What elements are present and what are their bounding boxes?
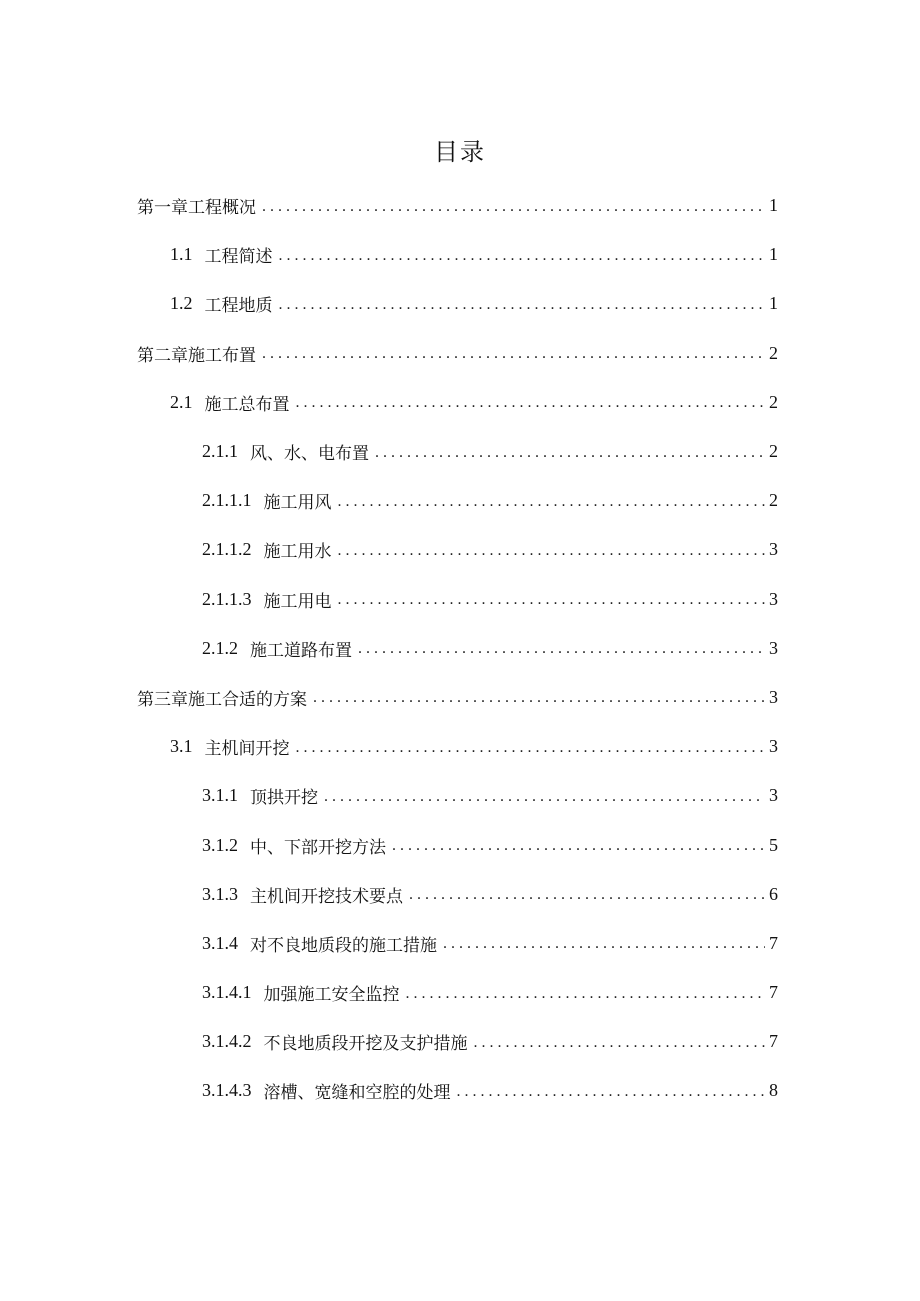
toc-entry[interactable] bbox=[0, 427, 920, 476]
toc-entry[interactable] bbox=[0, 820, 920, 869]
toc-entry-page: 2 bbox=[769, 441, 778, 462]
toc-entry-number: 2.1.1 bbox=[202, 441, 238, 462]
dot-leader bbox=[262, 345, 765, 363]
dot-leader bbox=[338, 542, 766, 560]
toc-entry[interactable] bbox=[0, 476, 920, 525]
toc-entry-number: 3.1.1 bbox=[202, 785, 238, 806]
toc-entry[interactable] bbox=[0, 525, 920, 574]
dot-leader bbox=[457, 1083, 766, 1101]
toc-entry[interactable] bbox=[0, 279, 920, 328]
dot-leader bbox=[443, 935, 765, 953]
toc-entry-label: 不良地质段开挖及支护措施 bbox=[263, 1034, 468, 1055]
toc-entry[interactable] bbox=[0, 378, 920, 427]
toc-entry-number: 3.1.2 bbox=[202, 834, 238, 855]
toc-entry-page: 3 bbox=[769, 588, 778, 609]
toc-entry-label: 施工道路布置 bbox=[250, 640, 352, 661]
toc-entry-label: 风、水、电布置 bbox=[250, 444, 369, 465]
toc-entry-page: 3 bbox=[769, 785, 778, 806]
toc-entry-number: 3.1.3 bbox=[202, 883, 238, 904]
toc-entry-number: 2.1.1.3 bbox=[202, 588, 252, 609]
toc-entry-page: 7 bbox=[769, 982, 778, 1003]
toc-entry[interactable] bbox=[0, 575, 920, 624]
toc-entry-page: 6 bbox=[769, 883, 778, 904]
toc-entry[interactable] bbox=[0, 771, 920, 820]
toc-entry[interactable] bbox=[0, 1017, 920, 1066]
toc-title: 目录 bbox=[434, 138, 486, 166]
toc-entry[interactable] bbox=[0, 1066, 920, 1115]
toc-entry-label: 工程简述 bbox=[204, 247, 273, 268]
toc-entry-label: 施工用风 bbox=[263, 493, 332, 514]
toc-entry-page: 1 bbox=[769, 293, 778, 314]
toc-entry[interactable] bbox=[0, 722, 920, 771]
toc-entry-page: 3 bbox=[769, 539, 778, 560]
dot-leader bbox=[279, 247, 766, 265]
toc-entry-number: 3.1.4.3 bbox=[202, 1080, 252, 1101]
toc-entry-page: 1 bbox=[769, 195, 778, 216]
toc-entry-label: 施工用水 bbox=[263, 542, 332, 563]
toc-entry-label: 第三章施工合适的方案 bbox=[137, 689, 307, 710]
toc-entry-label: 工程地质 bbox=[204, 296, 273, 317]
dot-leader bbox=[296, 739, 766, 757]
toc-entry[interactable] bbox=[0, 870, 920, 919]
toc-entry-number: 2.1 bbox=[170, 391, 193, 412]
dot-leader bbox=[313, 689, 765, 707]
toc-entry-label: 施工总布置 bbox=[204, 394, 290, 415]
dot-leader bbox=[474, 1034, 766, 1052]
toc-entry-page: 2 bbox=[769, 391, 778, 412]
toc-entry-number: 3.1.4.2 bbox=[202, 1031, 252, 1052]
toc-entry-label: 中、下部开挖方法 bbox=[250, 837, 386, 858]
toc-entry[interactable] bbox=[0, 230, 920, 279]
toc-entry[interactable] bbox=[0, 968, 920, 1017]
toc-entry-number: 2.1.1.1 bbox=[202, 490, 252, 511]
toc-entry-number: 2.1.2 bbox=[202, 637, 238, 658]
toc-entry-label: 主机间开挖技术要点 bbox=[250, 886, 403, 907]
dot-leader bbox=[279, 296, 766, 314]
toc-entry-page: 1 bbox=[769, 244, 778, 265]
dot-leader bbox=[296, 394, 766, 412]
toc-entry-page: 3 bbox=[769, 736, 778, 757]
toc-entry-label: 顶拱开挖 bbox=[250, 788, 318, 809]
dot-leader bbox=[262, 198, 765, 216]
toc-entry-page: 5 bbox=[769, 834, 778, 855]
toc-entry-page: 2 bbox=[769, 342, 778, 363]
toc-entry-number: 3.1 bbox=[170, 736, 193, 757]
toc-entry-page: 3 bbox=[769, 686, 778, 707]
dot-leader bbox=[406, 985, 766, 1003]
dot-leader bbox=[409, 886, 765, 904]
dot-leader bbox=[358, 640, 765, 658]
toc-entry-page: 7 bbox=[769, 1031, 778, 1052]
toc-entry-number: 3.1.4 bbox=[202, 932, 238, 953]
dot-leader bbox=[375, 444, 765, 462]
dot-leader bbox=[324, 788, 765, 806]
toc-entry-label: 主机间开挖 bbox=[204, 739, 290, 760]
toc-entry-page: 2 bbox=[769, 490, 778, 511]
toc-entry-label: 溶槽、宽缝和空腔的处理 bbox=[263, 1083, 451, 1104]
toc-entry[interactable] bbox=[0, 181, 920, 230]
toc-entry-number: 3.1.4.1 bbox=[202, 982, 252, 1003]
toc-entry-label: 施工用电 bbox=[263, 591, 332, 612]
toc-entry-label: 对不良地质段的施工措施 bbox=[250, 935, 437, 956]
toc-entry-page: 8 bbox=[769, 1080, 778, 1101]
toc-list bbox=[0, 181, 920, 1116]
toc-entry-number: 1.1 bbox=[170, 244, 193, 265]
dot-leader bbox=[338, 493, 766, 511]
toc-entry-label: 加强施工安全监控 bbox=[263, 985, 400, 1006]
toc-entry-number: 2.1.1.2 bbox=[202, 539, 252, 560]
dot-leader bbox=[338, 591, 766, 609]
toc-entry[interactable] bbox=[0, 919, 920, 968]
toc-entry-number: 1.2 bbox=[170, 293, 193, 314]
toc-entry-label: 第一章工程概况 bbox=[137, 198, 256, 219]
toc-entry[interactable] bbox=[0, 329, 920, 378]
toc-entry-label: 第二章施工布置 bbox=[137, 345, 256, 366]
toc-entry-page: 7 bbox=[769, 932, 778, 953]
toc-entry[interactable] bbox=[0, 624, 920, 673]
toc-entry[interactable] bbox=[0, 673, 920, 722]
toc-entry-page: 3 bbox=[769, 637, 778, 658]
dot-leader bbox=[392, 837, 765, 855]
